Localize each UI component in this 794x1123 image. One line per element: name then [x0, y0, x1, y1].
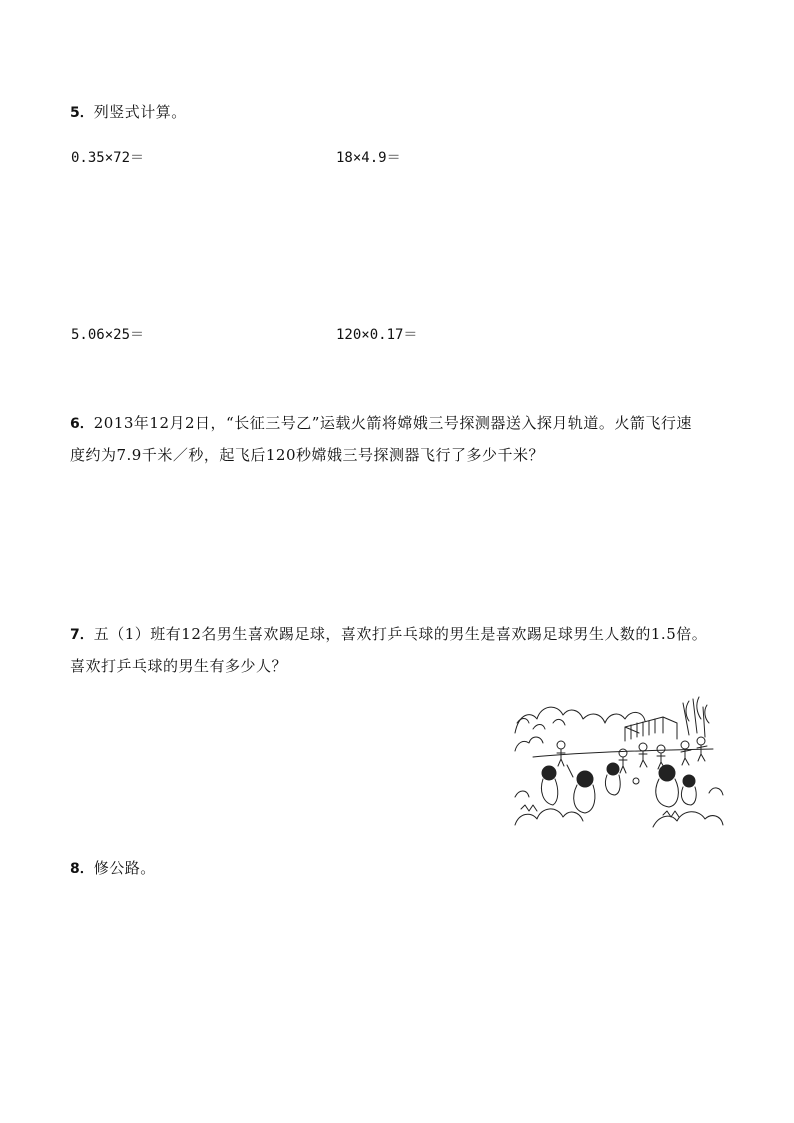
question-8-heading — [70, 858, 156, 879]
question-6-line-1 — [70, 413, 692, 434]
football-illustration — [513, 693, 725, 833]
question-5-heading — [70, 102, 187, 123]
question-6-text-1: 2013年12月2日，“长征三号乙”运载火箭将嫦娥三号探测器送入探月轨道。火箭飞行速 — [93, 414, 692, 432]
question-8-title: 修公路。 — [93, 859, 156, 877]
question-7-text-1: 五（1）班有12名男生喜欢踢足球，喜欢打乒乓球的男生是喜欢踢足球男生人数的1.5倍。 — [93, 625, 708, 643]
calc-item-3: 5.06×25＝ — [71, 327, 145, 343]
question-7-line-1 — [70, 624, 707, 645]
question-7-line-2: 喜欢打乒乓球的男生有多少人？ — [70, 657, 288, 675]
calc-item-4: 120×0.17＝ — [336, 327, 418, 343]
calc-item-1: 0.35×72＝ — [71, 150, 145, 166]
question-6-line-2: 度约为7.9千米／秒，起飞后120秒嫦娥三号探测器飞行了多少千米？ — [70, 446, 544, 464]
question-5-title: 列竖式计算。 — [93, 103, 187, 121]
question-7-number: 7． — [70, 627, 94, 643]
question-8-number: 8． — [70, 861, 94, 877]
question-6-number: 6． — [70, 416, 94, 432]
question-5-number: 5． — [70, 105, 94, 121]
calc-item-2: 18×4.9＝ — [336, 150, 401, 166]
